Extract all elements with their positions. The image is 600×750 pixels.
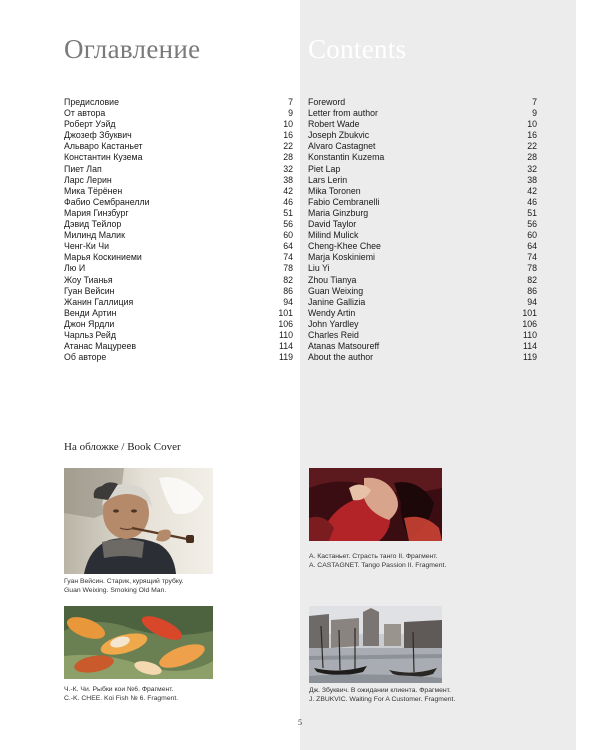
toc-entry-title: Марья Коскиниеми bbox=[64, 252, 142, 263]
toc-entry bbox=[64, 263, 293, 274]
toc-entry-page: 28 bbox=[527, 152, 537, 163]
toc-entry-page: 110 bbox=[522, 329, 537, 340]
toc-entry-title: Konstantin Kuzema bbox=[308, 152, 385, 163]
toc-entry-title: Константин Кузема bbox=[64, 152, 143, 163]
toc-entry bbox=[308, 152, 537, 163]
toc-entry-page: 46 bbox=[527, 196, 537, 207]
toc-entry bbox=[308, 330, 537, 341]
toc-entry bbox=[64, 341, 293, 352]
toc-entry-page: 9 bbox=[532, 108, 537, 119]
toc-entry-title: Пиет Лап bbox=[64, 163, 102, 174]
toc-entry-page: 22 bbox=[527, 141, 537, 152]
toc-entry-title: Lars Lerin bbox=[308, 174, 348, 185]
toc-entry-page: 106 bbox=[522, 318, 537, 329]
toc-entry-title: Милинд Малик bbox=[64, 230, 125, 241]
toc-entry-page: 114 bbox=[522, 341, 537, 352]
toc-entry bbox=[308, 141, 537, 152]
toc-entry bbox=[308, 108, 537, 119]
toc-entry-title: Мика Тёрёнен bbox=[64, 185, 123, 196]
toc-entry-page: 60 bbox=[527, 230, 537, 241]
toc-entry-page: 82 bbox=[283, 274, 293, 285]
toc-entry-title: Джон Ярдли bbox=[64, 318, 115, 329]
toc-entry bbox=[64, 275, 293, 286]
caption-koi bbox=[64, 686, 178, 703]
toc-entry-page: 114 bbox=[278, 341, 293, 352]
toc-entry-title: Atanas Matsoureff bbox=[308, 341, 380, 352]
toc-entry-page: 7 bbox=[288, 97, 293, 107]
toc-entry bbox=[308, 164, 537, 175]
toc-entry-title: Milind Mulick bbox=[308, 230, 359, 241]
toc-entry bbox=[64, 286, 293, 297]
painting-koi-fish bbox=[64, 606, 213, 679]
caption-tango bbox=[309, 553, 446, 570]
toc-entry-title: Cheng-Khee Chee bbox=[308, 241, 381, 252]
toc-entry bbox=[308, 252, 537, 263]
toc-entry-page: 16 bbox=[283, 130, 293, 141]
toc-entry bbox=[308, 297, 537, 308]
toc-entry-title: Fabio Cembranelli bbox=[308, 196, 380, 207]
toc-entry-page: 86 bbox=[283, 285, 293, 296]
toc-entry-title: Wendy Artin bbox=[308, 307, 356, 318]
toc-entry bbox=[308, 319, 537, 330]
toc-entry-page: 51 bbox=[527, 207, 537, 218]
toc-entry-title: Атанас Мацуреев bbox=[64, 341, 137, 352]
toc-entry-page: 64 bbox=[527, 241, 537, 252]
toc-entry-page: 119 bbox=[522, 352, 537, 363]
toc-entry-title: Letter from author bbox=[308, 108, 378, 119]
toc-entry-page: 38 bbox=[527, 174, 537, 185]
toc-entry-title: Гуан Вейсин bbox=[64, 285, 115, 296]
toc-entry-page: 86 bbox=[527, 285, 537, 296]
toc-entry-page: 56 bbox=[283, 219, 293, 230]
toc-entry-page: 42 bbox=[283, 185, 293, 196]
toc-entry bbox=[308, 241, 537, 252]
toc-entry-title: Piet Lap bbox=[308, 163, 341, 174]
toc-entry-title: Предисловие bbox=[64, 97, 119, 107]
painting-waiting-for-customer bbox=[309, 606, 442, 683]
toc-entry bbox=[64, 164, 293, 175]
caption-tango-ru: А. Кастаньет. Страсть танго II. Фрагмент. bbox=[309, 553, 438, 560]
toc-entry-title: Джозеф Збуквич bbox=[64, 130, 132, 141]
caption-venice bbox=[309, 687, 455, 704]
toc-entry-page: 51 bbox=[283, 207, 293, 218]
toc-entry-page: 38 bbox=[283, 174, 293, 185]
toc-entry-page: 32 bbox=[527, 163, 537, 174]
toc-entry-title: Жанин Галлиция bbox=[64, 296, 134, 307]
caption-koi-ru: Ч.-К. Чи. Рыбки кои №6. Фрагмент. bbox=[64, 686, 174, 693]
toc-entry-title: About the author bbox=[308, 352, 374, 363]
toc-entry-title: Чарльз Рейд bbox=[64, 329, 116, 340]
toc-entry bbox=[64, 130, 293, 141]
toc-entry bbox=[308, 208, 537, 219]
toc-entry bbox=[64, 252, 293, 263]
toc-entry bbox=[64, 141, 293, 152]
toc-entry bbox=[64, 197, 293, 208]
toc-entry bbox=[64, 330, 293, 341]
caption-venice-en: J. ZBUKVIC. Waiting For A Customer. Fragment. bbox=[309, 695, 456, 703]
toc-entry-title: Marja Koskiniemi bbox=[308, 252, 375, 263]
toc-entry-page: 78 bbox=[283, 263, 293, 274]
toc-entry-page: 28 bbox=[283, 152, 293, 163]
toc-entry-title: Роберт Уэйд bbox=[64, 119, 116, 130]
painting-smoking-old-man bbox=[64, 468, 213, 574]
toc-entry-page: 74 bbox=[527, 252, 537, 263]
toc-entry bbox=[308, 308, 537, 319]
toc-entry-page: 74 bbox=[283, 252, 293, 263]
toc-entry-page: 9 bbox=[288, 108, 293, 119]
caption-old-man-en: Guan Weixing. Smoking Old Man. bbox=[64, 586, 167, 594]
toc-entry bbox=[308, 119, 537, 130]
toc-entry-page: 64 bbox=[283, 241, 293, 252]
toc-entry-title: Мария Гинзбург bbox=[64, 207, 129, 218]
toc-entry bbox=[308, 275, 537, 286]
toc-entry-title: Альваро Кастаньет bbox=[64, 141, 143, 152]
toc-entry-title: David Taylor bbox=[308, 219, 357, 230]
toc-entry bbox=[64, 175, 293, 186]
toc-entry-title: Maria Ginzburg bbox=[308, 207, 369, 218]
toc-ru bbox=[64, 97, 293, 363]
page-number: 5 bbox=[298, 718, 302, 727]
toc-entry-page: 42 bbox=[527, 185, 537, 196]
toc-entry bbox=[308, 286, 537, 297]
toc-entry-page: 94 bbox=[527, 296, 537, 307]
toc-entry-page: 82 bbox=[527, 274, 537, 285]
toc-entry-title: Фабио Сембранелли bbox=[64, 196, 150, 207]
toc-entry bbox=[308, 263, 537, 274]
toc-entry-page: 101 bbox=[522, 307, 537, 318]
toc-entry bbox=[64, 319, 293, 330]
toc-entry bbox=[308, 175, 537, 186]
toc-entry bbox=[308, 352, 537, 363]
toc-entry-page: 46 bbox=[283, 196, 293, 207]
caption-old-man bbox=[64, 578, 184, 595]
toc-entry bbox=[64, 108, 293, 119]
toc-entry-title: Ларс Лерин bbox=[64, 174, 112, 185]
toc-entry-title: Janine Gallizia bbox=[308, 296, 366, 307]
caption-koi-en: C.-K. CHEE. Koi Fish № 6. Fragment. bbox=[64, 694, 179, 702]
toc-entry-title: Robert Wade bbox=[308, 119, 360, 130]
heading-ru: Оглавление bbox=[64, 34, 201, 64]
toc-entry-title: Charles Reid bbox=[308, 329, 359, 340]
toc-entry-title: Жоу Тианья bbox=[64, 274, 113, 285]
toc-entry bbox=[64, 186, 293, 197]
toc-entry-page: 119 bbox=[278, 352, 293, 363]
toc-entry-title: Ченг-Ки Чи bbox=[64, 241, 110, 252]
toc-entry-title: Лю И bbox=[64, 263, 86, 274]
painting-tango-passion bbox=[309, 468, 442, 541]
toc-entry-title: Liu Yi bbox=[308, 263, 330, 274]
toc-entry bbox=[308, 219, 537, 230]
cover-heading: На обложке / Book Cover bbox=[64, 441, 181, 453]
caption-tango-en: A. CASTAGNET. Tango Passion II. Fragment. bbox=[309, 561, 447, 569]
caption-venice-ru: Дж. Збуквич. В ожидании клиента. Фрагмент. bbox=[309, 687, 451, 694]
toc-entry-title: Foreword bbox=[308, 97, 346, 107]
toc-entry bbox=[64, 308, 293, 319]
toc-entry-title: Об авторе bbox=[64, 352, 107, 363]
toc-entry-title: От автора bbox=[64, 108, 106, 119]
toc-entry bbox=[308, 186, 537, 197]
toc-entry-page: 110 bbox=[278, 329, 293, 340]
toc-entry-title: Дэвид Тейлор bbox=[64, 219, 122, 230]
toc-entry bbox=[308, 197, 537, 208]
toc-entry-page: 22 bbox=[283, 141, 293, 152]
toc-entry bbox=[64, 97, 293, 108]
toc-entry-title: Alvaro Castagnet bbox=[308, 141, 376, 152]
toc-entry-page: 10 bbox=[527, 119, 537, 130]
toc-entry-title: Венди Артин bbox=[64, 307, 117, 318]
toc-entry bbox=[64, 208, 293, 219]
toc-entry-page: 56 bbox=[527, 219, 537, 230]
toc-entry-page: 106 bbox=[278, 318, 293, 329]
toc-entry-page: 16 bbox=[527, 130, 537, 141]
toc-entry bbox=[64, 152, 293, 163]
toc-entry bbox=[64, 230, 293, 241]
caption-old-man-ru: Гуан Вейсин. Старик, курящий трубку. bbox=[64, 578, 184, 585]
toc-entry bbox=[64, 219, 293, 230]
toc-entry-title: Joseph Zbukvic bbox=[308, 130, 370, 141]
toc-entry bbox=[64, 352, 293, 363]
toc-entry-page: 101 bbox=[278, 307, 293, 318]
toc-entry-page: 60 bbox=[283, 230, 293, 241]
toc-entry-title: Zhou Tianya bbox=[308, 274, 357, 285]
toc-entry bbox=[308, 97, 537, 108]
toc-entry-title: Guan Weixing bbox=[308, 285, 364, 296]
toc-entry bbox=[308, 230, 537, 241]
toc-entry bbox=[64, 241, 293, 252]
toc-entry bbox=[308, 130, 537, 141]
heading-en: Contents bbox=[308, 34, 407, 64]
toc-entry bbox=[308, 341, 537, 352]
toc-entry-page: 94 bbox=[283, 296, 293, 307]
toc-entry bbox=[64, 119, 293, 130]
toc-en bbox=[308, 97, 537, 363]
toc-entry-page: 78 bbox=[527, 263, 537, 274]
toc-entry-page: 10 bbox=[283, 119, 293, 130]
toc-entry-title: Mika Toronen bbox=[308, 185, 361, 196]
toc-entry bbox=[64, 297, 293, 308]
toc-entry-title: John Yardley bbox=[308, 318, 359, 329]
toc-entry-page: 32 bbox=[283, 163, 293, 174]
toc-entry-page: 7 bbox=[532, 97, 537, 107]
